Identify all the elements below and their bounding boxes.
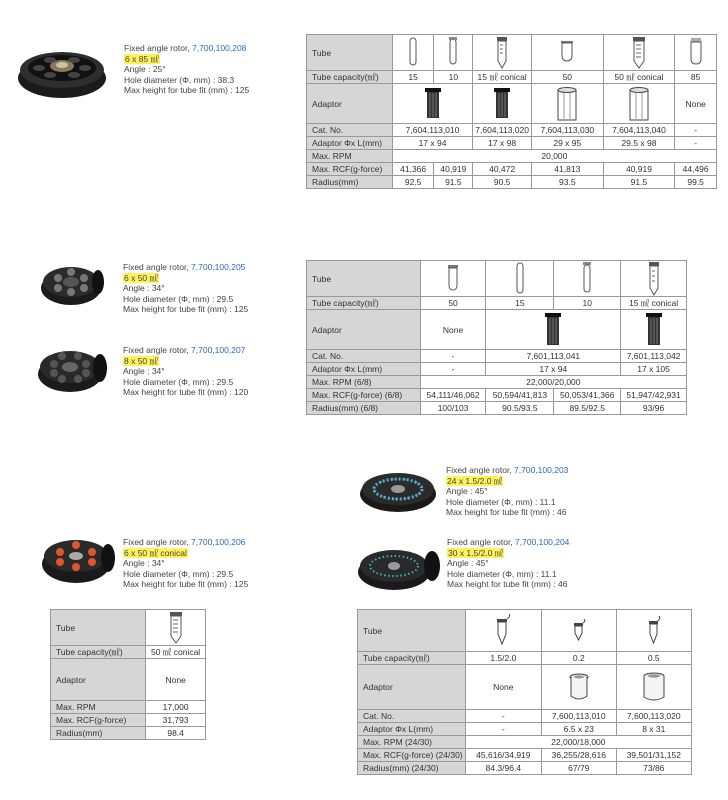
table-cell: 90.5/93.5 bbox=[486, 402, 554, 415]
tube-icon bbox=[675, 35, 717, 71]
row-label: Max. RCF(g-force) bbox=[307, 163, 393, 176]
table-cell: 41,813 bbox=[531, 163, 603, 176]
rotor-image-204 bbox=[354, 540, 444, 596]
rotor-code: 7,700,100,203 bbox=[514, 465, 569, 475]
row-label: Adaptor bbox=[358, 665, 466, 710]
table-cell: 0.2 bbox=[542, 652, 617, 665]
rotor-image-206 bbox=[38, 528, 120, 586]
table-cell: - bbox=[675, 124, 717, 137]
rotor-spec-line: Max height for tube fit (mm) : 46 bbox=[447, 579, 568, 589]
table-cell: 17 x 94 bbox=[392, 137, 472, 150]
rotor-capacity: 8 x 50 ㎖ bbox=[124, 355, 159, 366]
rotor-code: 7,700,100,207 bbox=[191, 345, 246, 355]
table-cell: 15 bbox=[486, 297, 554, 310]
table-cell: 36,255/28,616 bbox=[542, 749, 617, 762]
rotor-code: 7,700,100,204 bbox=[515, 537, 570, 547]
row-label: Tube capacity(㎖) bbox=[51, 646, 146, 659]
rotor-capacity: 6 x 50 ㎖ bbox=[124, 272, 159, 283]
table-cell: 0.5 bbox=[616, 652, 691, 665]
rotor-spec-line: Angle : 45° bbox=[446, 486, 488, 496]
table-cell: 7,601,113,042 bbox=[621, 350, 687, 363]
table-cell: 50,053/41,366 bbox=[554, 389, 621, 402]
table-cell: 39,501/31,152 bbox=[616, 749, 691, 762]
row-label: Radius(mm) bbox=[51, 727, 146, 740]
table-cell: 50 bbox=[420, 297, 486, 310]
table-cell: 22,000/20,000 bbox=[420, 376, 686, 389]
row-label: Max. RPM (24/30) bbox=[358, 736, 466, 749]
row-label: Tube bbox=[358, 610, 466, 652]
table-cell: 50 ㎖ conical bbox=[603, 71, 675, 84]
table-cell: 22,000/18,000 bbox=[465, 736, 691, 749]
table-cell: None bbox=[420, 310, 486, 350]
table-cell: 51,947/42,931 bbox=[621, 389, 687, 402]
table-cell: 29.5 x 98 bbox=[603, 137, 675, 150]
adaptor-icon bbox=[392, 84, 472, 124]
row-label: Max. RPM bbox=[307, 150, 393, 163]
rotor-spec-line: Max height for tube fit (mm) : 125 bbox=[123, 579, 249, 589]
table-cell: 40,919 bbox=[434, 163, 473, 176]
table-cell: 15 ㎖ conical bbox=[473, 71, 532, 84]
table-cell: 7,604,113,030 bbox=[531, 124, 603, 137]
row-label: Max. RPM bbox=[51, 701, 146, 714]
rotor-desc-207 bbox=[123, 345, 248, 398]
microtube-icon bbox=[465, 610, 541, 652]
table-cell: 99.5 bbox=[675, 176, 717, 189]
rotor-image-205 bbox=[36, 258, 106, 308]
rotor-spec-line bbox=[123, 537, 248, 548]
row-label: Adaptor Φx L(mm) bbox=[307, 137, 393, 150]
rotor-spec-line bbox=[124, 43, 249, 54]
row-label: Cat. No. bbox=[307, 124, 393, 137]
rotor-spec-line bbox=[446, 465, 568, 476]
adaptor-icon bbox=[603, 84, 675, 124]
rotor-code: 7,700,100,205 bbox=[191, 262, 246, 272]
rotor-spec-line: Angle : 25° bbox=[124, 64, 166, 74]
conical-tube-icon bbox=[473, 35, 532, 71]
table-cell: 67/79 bbox=[542, 762, 617, 775]
rotor-spec-line: Fixed angle rotor, bbox=[447, 537, 516, 547]
table-cell: 44,496 bbox=[675, 163, 717, 176]
table-cell: 7,600,113,020 bbox=[616, 710, 691, 723]
table-cell: - bbox=[465, 710, 541, 723]
row-label: Adaptor bbox=[51, 659, 146, 701]
table-cell: 10 bbox=[554, 297, 621, 310]
rotor-spec-line: Max height for tube fit (mm) : 125 bbox=[123, 304, 249, 314]
rotor-spec-line bbox=[447, 548, 569, 559]
table-cell: 17 x 98 bbox=[473, 137, 532, 150]
rotor-image-208 bbox=[12, 40, 112, 100]
tube-icon bbox=[554, 261, 621, 297]
row-label: Max. RPM (6/8) bbox=[307, 376, 421, 389]
rotor-desc-205 bbox=[123, 262, 248, 315]
table-cell: 50 bbox=[531, 71, 603, 84]
table-cell: 7,604,113,040 bbox=[603, 124, 675, 137]
adaptor-icon bbox=[542, 665, 617, 710]
tube-icon bbox=[392, 35, 434, 71]
rotor-spec-line bbox=[446, 476, 568, 487]
table-cell: 15 ㎖ conical bbox=[621, 297, 687, 310]
tube-icon bbox=[531, 35, 603, 71]
table-cell: 10 bbox=[434, 71, 473, 84]
row-label: Tube bbox=[307, 261, 421, 297]
rotor-capacity: 6 x 50 ㎖ conical bbox=[124, 547, 187, 558]
spec-table-205-207 bbox=[306, 260, 687, 415]
rotor-spec-line bbox=[124, 54, 249, 65]
table-cell: 8 x 31 bbox=[616, 723, 691, 736]
spec-table-203-204 bbox=[357, 609, 692, 775]
rotor-spec-line: Max height for tube fit (mm) : 125 bbox=[124, 85, 250, 95]
row-label: Tube capacity(㎖) bbox=[358, 652, 466, 665]
row-label: Tube capacity(㎖) bbox=[307, 71, 393, 84]
table-cell: 1.5/2.0 bbox=[465, 652, 541, 665]
table-cell: 100/103 bbox=[420, 402, 486, 415]
rotor-spec-line: Max height for tube fit (mm) : 120 bbox=[123, 387, 249, 397]
row-label: Radius(mm) (6/8) bbox=[307, 402, 421, 415]
table-cell: 50 ㎖ conical bbox=[146, 646, 206, 659]
rotor-spec-line: Angle : 34° bbox=[123, 558, 165, 568]
table-cell: 54,111/46,062 bbox=[420, 389, 486, 402]
conical-tube-icon bbox=[146, 610, 206, 646]
table-cell: 40,919 bbox=[603, 163, 675, 176]
rotor-desc-206 bbox=[123, 537, 248, 590]
adaptor-icon bbox=[486, 310, 621, 350]
table-cell: None bbox=[465, 665, 541, 710]
row-label: Max. RCF(g-force) (6/8) bbox=[307, 389, 421, 402]
table-cell: 93/96 bbox=[621, 402, 687, 415]
table-cell: 98.4 bbox=[146, 727, 206, 740]
tube-icon bbox=[486, 261, 554, 297]
rotor-spec-line: Hole diameter (Φ, mm) : 29.5 bbox=[123, 376, 234, 387]
table-cell: 17 x 105 bbox=[621, 363, 687, 376]
table-cell: 15 bbox=[392, 71, 434, 84]
adaptor-icon bbox=[616, 665, 691, 710]
table-cell: 89.5/92.5 bbox=[554, 402, 621, 415]
rotor-spec-line: Hole diameter (Φ, mm) : 11.1 bbox=[446, 496, 556, 507]
table-cell: 29 x 95 bbox=[531, 137, 603, 150]
conical-tube-icon bbox=[621, 261, 687, 297]
row-label: Tube bbox=[307, 35, 393, 71]
table-cell: 6.5 x 23 bbox=[542, 723, 617, 736]
rotor-spec-line: Fixed angle rotor, bbox=[124, 43, 193, 53]
row-label: Adaptor bbox=[307, 310, 421, 350]
rotor-desc-203 bbox=[446, 465, 568, 518]
rotor-desc-204 bbox=[447, 537, 569, 590]
row-label: Radius(mm) bbox=[307, 176, 393, 189]
rotor-capacity: 6 x 85 ㎖ bbox=[125, 53, 160, 64]
tube-icon bbox=[434, 35, 473, 71]
rotor-capacity: 24 x 1.5/2.0 ㎖ bbox=[447, 475, 503, 486]
table-cell: 40,472 bbox=[473, 163, 532, 176]
rotor-spec-line bbox=[123, 262, 248, 273]
table-cell: - bbox=[675, 137, 717, 150]
row-label: Radius(mm) (24/30) bbox=[358, 762, 466, 775]
table-cell: 45,616/34,919 bbox=[465, 749, 541, 762]
rotor-spec-line: Hole diameter (Φ, mm) : 29.5 bbox=[123, 293, 234, 304]
spec-table-206 bbox=[50, 609, 206, 740]
table-cell: - bbox=[420, 363, 486, 376]
rotor-spec-line bbox=[123, 273, 248, 284]
rotor-spec-line: Hole diameter (Φ, mm) : 11.1 bbox=[447, 568, 557, 579]
rotor-spec-line bbox=[123, 345, 248, 356]
conical-tube-icon bbox=[603, 35, 675, 71]
table-cell: 93.5 bbox=[531, 176, 603, 189]
adaptor-icon bbox=[531, 84, 603, 124]
row-label: Cat. No. bbox=[358, 710, 466, 723]
table-cell: 91.5 bbox=[603, 176, 675, 189]
rotor-spec-line: Fixed angle rotor, bbox=[123, 345, 192, 355]
table-cell: 50,594/41,813 bbox=[486, 389, 554, 402]
table-cell: 17 x 94 bbox=[486, 363, 621, 376]
adaptor-icon bbox=[473, 84, 532, 124]
table-cell: None bbox=[675, 84, 717, 124]
tube-icon bbox=[420, 261, 486, 297]
rotor-code: 7,700,100,208 bbox=[192, 43, 247, 53]
rotor-spec-line: Angle : 34° bbox=[123, 283, 165, 293]
row-label: Adaptor bbox=[307, 84, 393, 124]
row-label: Adaptor Φx L(mm) bbox=[358, 723, 466, 736]
rotor-spec-line bbox=[123, 548, 248, 559]
table-cell: 90.5 bbox=[473, 176, 532, 189]
table-cell: 84.3/96.4 bbox=[465, 762, 541, 775]
table-cell: 17,000 bbox=[146, 701, 206, 714]
rotor-spec-line: Hole diameter (Φ, mm) : 38.3 bbox=[124, 74, 235, 85]
row-label: Tube bbox=[51, 610, 146, 646]
table-cell: 92.5 bbox=[392, 176, 434, 189]
table-cell: - bbox=[420, 350, 486, 363]
table-cell: 85 bbox=[675, 71, 717, 84]
table-cell: 41,366 bbox=[392, 163, 434, 176]
rotor-spec-line bbox=[447, 537, 569, 548]
microtube-icon bbox=[616, 610, 691, 652]
microtube-icon bbox=[542, 610, 617, 652]
spec-table-208 bbox=[306, 34, 717, 189]
table-cell: None bbox=[146, 659, 206, 701]
rotor-spec-line: Max height for tube fit (mm) : 46 bbox=[446, 507, 567, 517]
table-cell: 7,604,113,020 bbox=[473, 124, 532, 137]
row-label: Max. RCF(g-force) (24/30) bbox=[358, 749, 466, 762]
rotor-desc-208 bbox=[124, 43, 249, 96]
table-cell: 73/86 bbox=[616, 762, 691, 775]
rotor-spec-line: Fixed angle rotor, bbox=[123, 262, 192, 272]
row-label: Cat. No. bbox=[307, 350, 421, 363]
rotor-spec-line: Angle : 45° bbox=[447, 558, 489, 568]
row-label: Tube capacity(㎖) bbox=[307, 297, 421, 310]
table-cell: 7,600,113,010 bbox=[542, 710, 617, 723]
table-cell: 91.5 bbox=[434, 176, 473, 189]
table-cell: 20,000 bbox=[392, 150, 716, 163]
table-cell: - bbox=[465, 723, 541, 736]
rotor-code: 7,700,100,206 bbox=[191, 537, 246, 547]
adaptor-icon bbox=[621, 310, 687, 350]
rotor-spec-line: Fixed angle rotor, bbox=[446, 465, 515, 475]
rotor-spec-line bbox=[123, 356, 248, 367]
row-label: Adaptor Φx L(mm) bbox=[307, 363, 421, 376]
rotor-image-207 bbox=[34, 340, 110, 396]
row-label: Max. RCF(g-force) bbox=[51, 714, 146, 727]
rotor-spec-line: Hole diameter (Φ, mm) : 29.5 bbox=[123, 568, 234, 579]
rotor-image-203 bbox=[356, 464, 440, 516]
rotor-spec-line: Angle : 34° bbox=[123, 366, 165, 376]
table-cell: 7,604,113,010 bbox=[392, 124, 472, 137]
table-cell: 31,793 bbox=[146, 714, 206, 727]
table-cell: 7,601,113,041 bbox=[486, 350, 621, 363]
rotor-spec-line: Fixed angle rotor, bbox=[123, 537, 192, 547]
rotor-capacity: 30 x 1.5/2.0 ㎖ bbox=[448, 547, 504, 558]
